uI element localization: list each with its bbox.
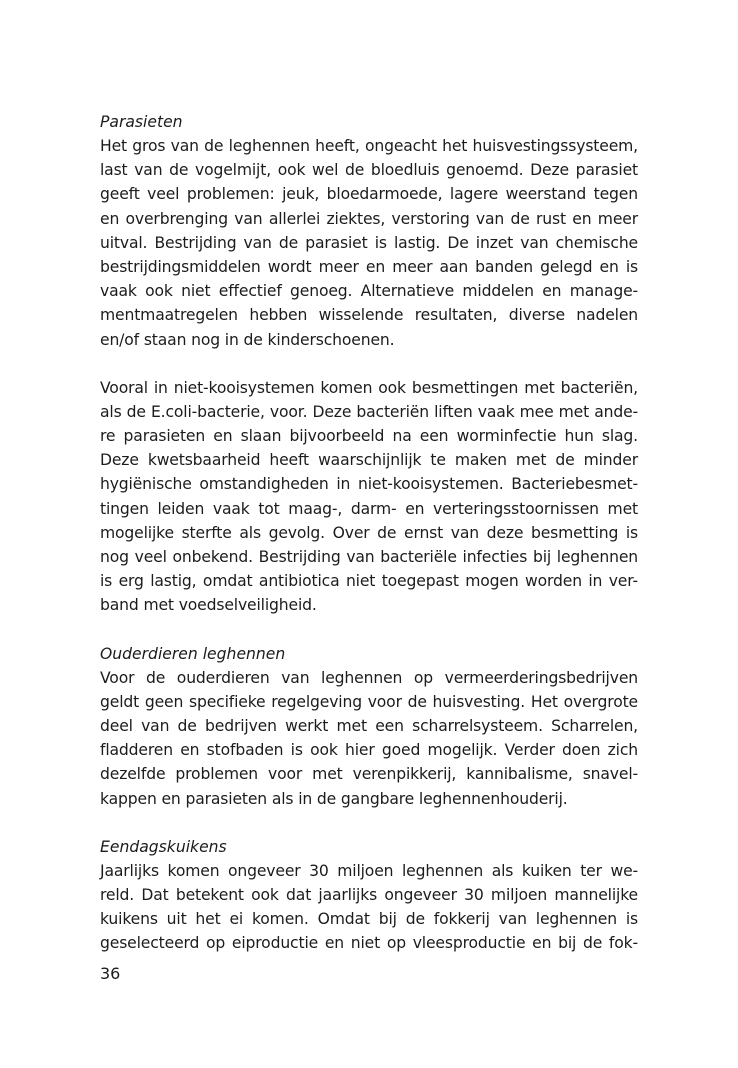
- paragraph-vogelmijt: [100, 134, 638, 352]
- text-line: is erg lastig, omdat antibiotica niet toegepast mogen worden in ver-: [100, 572, 638, 591]
- text-line: uitval. Bestrijding van de parasiet is lastig. De inzet van chemische: [100, 233, 638, 252]
- text-line: band met voedselveiligheid.: [100, 596, 317, 615]
- text-line: nog veel onbekend. Bestrijding van bacteriële infecties bij leghennen: [100, 548, 638, 566]
- text-line: als de E.coli-bacterie, voor. Deze bacteriën liften vaak mee met ande-: [100, 402, 638, 421]
- text-line: tingen leiden vaak tot maag-, darm- en verteringsstoornissen met: [100, 499, 638, 518]
- text-line: hygiënische omstandigheden in niet-kooisystemen. Bacteriebesmet-: [100, 475, 638, 494]
- text-line: kappen en parasieten als in de gangbare leghennenhouderij.: [100, 789, 568, 808]
- text-line: en overbrenging van allerlei ziektes, verstoring van de rust en meer: [100, 209, 638, 228]
- text-line: re parasieten en slaan bijvoorbeeld na een worminfectie hun slag.: [100, 427, 638, 446]
- section-heading-parasieten: Parasieten: [100, 113, 183, 131]
- paragraph-eendagskuikens: [100, 859, 638, 956]
- paragraph-ouderdieren: [100, 666, 638, 811]
- paragraph-bacterien: [100, 376, 638, 618]
- text-line: Voor de ouderdieren van leghennen op vermeerderingsbedrijven: [100, 668, 638, 687]
- text-line: Deze kwetsbaarheid heeft waarschijnlijk te maken met de minder: [100, 451, 638, 470]
- section-heading-eendagskuikens: Eendagskuikens: [100, 837, 227, 856]
- text-line: last van de vogelmijt, ook wel de bloedluis genoemd. Deze parasiet: [100, 161, 638, 180]
- paragraph-spacer: [100, 618, 638, 642]
- text-line: mogelijke sterfte als gevolg. Over de ernst van deze besmetting is: [100, 523, 638, 542]
- text-line: reld. Dat betekent ook dat jaarlijks ongeveer 30 miljoen mannelijke: [100, 885, 638, 904]
- text-line: dezelfde problemen voor met verenpikkerij, kannibalisme, snavel-: [100, 765, 638, 784]
- section-heading-ouderdieren: Ouderdieren leghennen: [100, 644, 286, 663]
- text-line: fladderen en stofbaden is ook hier goed mogelijk. Verder doen zich: [100, 741, 638, 760]
- text-line: en/of staan nog in de kinderschoenen.: [100, 330, 395, 349]
- paragraph-spacer: [100, 811, 638, 835]
- text-line: geeft veel problemen: jeuk, bloedarmoede, lagere weerstand tegen: [100, 185, 638, 204]
- text-line: Vooral in niet-kooisystemen komen ook besmettingen met bacteriën,: [100, 378, 638, 397]
- text-line: geselecteerd op eiproductie en niet op vleesproductie en bij de fok-: [100, 934, 638, 953]
- text-line: Het gros van de leghennen heeft, ongeacht het huisvestingssysteem,: [100, 137, 638, 155]
- text-line: vaak ook niet effectief genoeg. Alternatieve middelen en manage-: [100, 282, 638, 301]
- text-line: bestrijdingsmiddelen wordt meer en meer aan banden gelegd en is: [100, 257, 638, 276]
- text-line: geldt geen specifieke regelgeving voor de huisvesting. Het overgrote: [100, 692, 638, 711]
- text-line: deel van de bedrijven werkt met een scharrelsysteem. Scharrelen,: [100, 716, 638, 735]
- paragraph-spacer: [100, 352, 638, 376]
- text-line: kuikens uit het ei komen. Omdat bij de fokkerij van leghennen is: [100, 910, 638, 929]
- page-body: [100, 110, 638, 955]
- page-number: 36: [100, 964, 121, 983]
- text-line: Jaarlijks komen ongeveer 30 miljoen leghennen als kuiken ter we-: [100, 861, 638, 880]
- text-line: mentmaatregelen hebben wisselende resultaten, diverse nadelen: [100, 306, 638, 325]
